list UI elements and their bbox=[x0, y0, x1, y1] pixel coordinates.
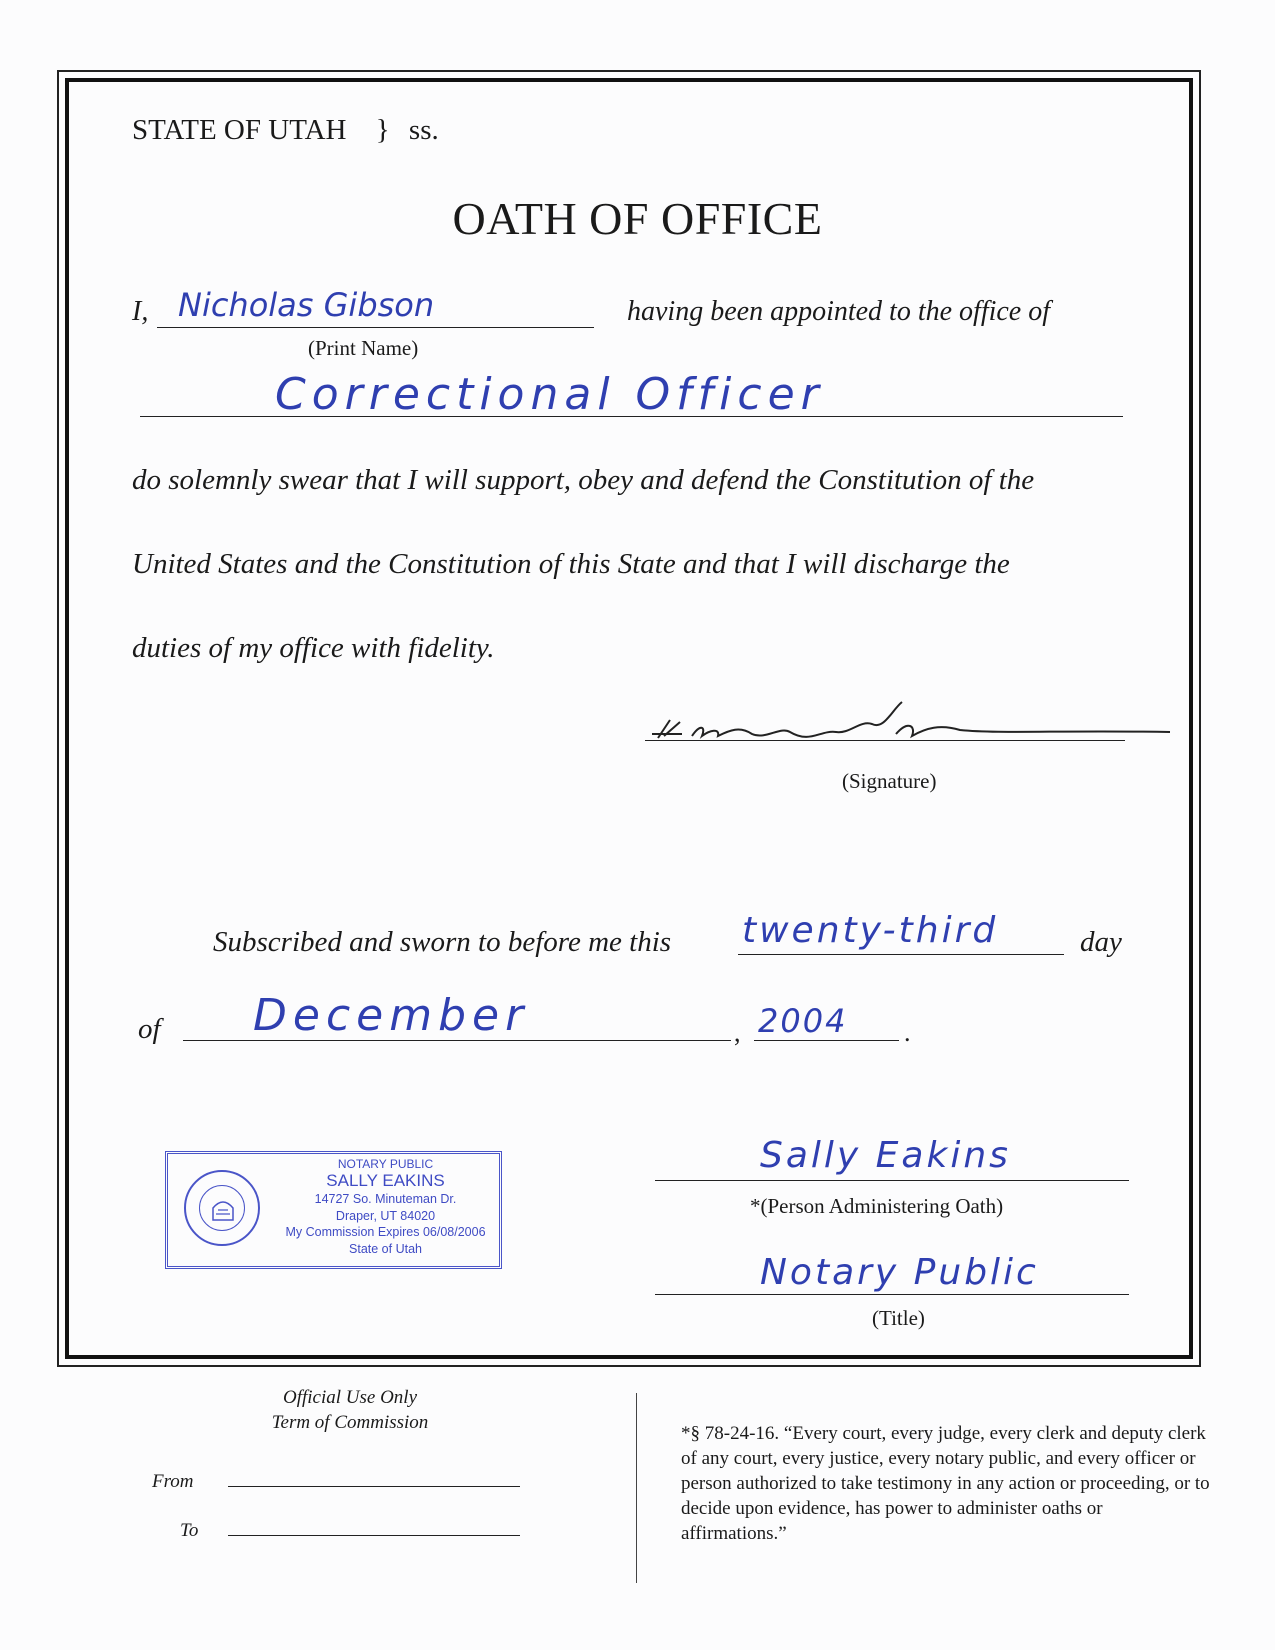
year-handwritten: 2004 bbox=[758, 1002, 848, 1040]
month-handwritten: December bbox=[253, 990, 530, 1041]
appointed-text: having been appointed to the office of bbox=[627, 296, 1051, 327]
intro-i: I, bbox=[132, 296, 149, 327]
title-line[interactable] bbox=[655, 1294, 1129, 1295]
oath-paragraph-line-2: United States and the Constitution of this State and that I will discharge the bbox=[132, 548, 1010, 580]
year-line[interactable] bbox=[754, 1040, 899, 1041]
statute-footnote: *§ 78-24-16. “Every court, every judge, every clerk and deputy clerk of any court, every justice, every notary public, and every officer or person authorized to take testimony in any action or proceeding, or to decide upon evidence, has power to administer oaths or affirmations.” bbox=[681, 1423, 1210, 1544]
oath-paragraph-line-1: do solemnly swear that I will support, obey and defend the Constitution of the bbox=[132, 464, 1035, 496]
to-line[interactable] bbox=[228, 1535, 520, 1536]
administrator-signature: Sally Eakins bbox=[760, 1135, 1011, 1176]
state-heading bbox=[132, 114, 439, 147]
document-title: OATH OF OFFICE bbox=[452, 193, 823, 244]
day-handwritten: twenty-third bbox=[742, 910, 999, 951]
official-use-heading: Official Use Only bbox=[282, 1387, 418, 1408]
printed-name-handwritten: Nicholas Gibson bbox=[178, 286, 435, 324]
period-mark: . bbox=[904, 1018, 911, 1047]
from-label: From bbox=[152, 1471, 194, 1492]
administrator-line[interactable] bbox=[655, 1180, 1129, 1181]
oath-paragraph-line-3: duties of my office with fidelity. bbox=[132, 632, 495, 664]
administrator-title-handwritten: Notary Public bbox=[760, 1252, 1039, 1293]
stamp-line-name: SALLY EAKINS bbox=[326, 1171, 445, 1190]
stamp-line-state: State of Utah bbox=[349, 1242, 422, 1256]
print-name-line[interactable] bbox=[157, 327, 594, 328]
state-seal-icon bbox=[184, 1170, 260, 1246]
comma-separator: , bbox=[734, 1018, 741, 1047]
administrator-caption: *(Person Administering Oath) bbox=[750, 1194, 1004, 1218]
oath-taker-signature bbox=[640, 690, 1180, 760]
print-name-caption: (Print Name) bbox=[308, 336, 419, 360]
ss-label: ss. bbox=[408, 114, 439, 146]
office-handwritten: Correctional Officer bbox=[275, 369, 825, 420]
brace-glyph: } bbox=[375, 114, 390, 146]
stamp-line-notary-public: NOTARY PUBLIC bbox=[337, 1157, 434, 1171]
office-line[interactable] bbox=[140, 416, 1123, 417]
from-line[interactable] bbox=[228, 1486, 520, 1487]
footer-divider bbox=[636, 1393, 637, 1583]
to-label: To bbox=[180, 1520, 199, 1541]
stamp-line-city: Draper, UT 84020 bbox=[335, 1209, 436, 1223]
month-line[interactable] bbox=[183, 1040, 731, 1041]
of-word: of bbox=[138, 1013, 161, 1045]
state-label: STATE OF UTAH bbox=[132, 114, 347, 146]
day-line[interactable] bbox=[738, 954, 1064, 955]
stamp-line-expiry: My Commission Expires 06/08/2006 bbox=[285, 1225, 486, 1239]
subscribed-text: Subscribed and sworn to before me this bbox=[213, 926, 672, 958]
notary-stamp bbox=[165, 1151, 502, 1269]
title-caption: (Title) bbox=[872, 1306, 925, 1330]
term-of-commission-heading: Term of Commission bbox=[271, 1412, 429, 1433]
day-word: day bbox=[1080, 926, 1122, 958]
signature-caption: (Signature) bbox=[842, 769, 937, 793]
stamp-line-address: 14727 So. Minuteman Dr. bbox=[314, 1192, 457, 1206]
signature-line[interactable] bbox=[645, 740, 1125, 741]
